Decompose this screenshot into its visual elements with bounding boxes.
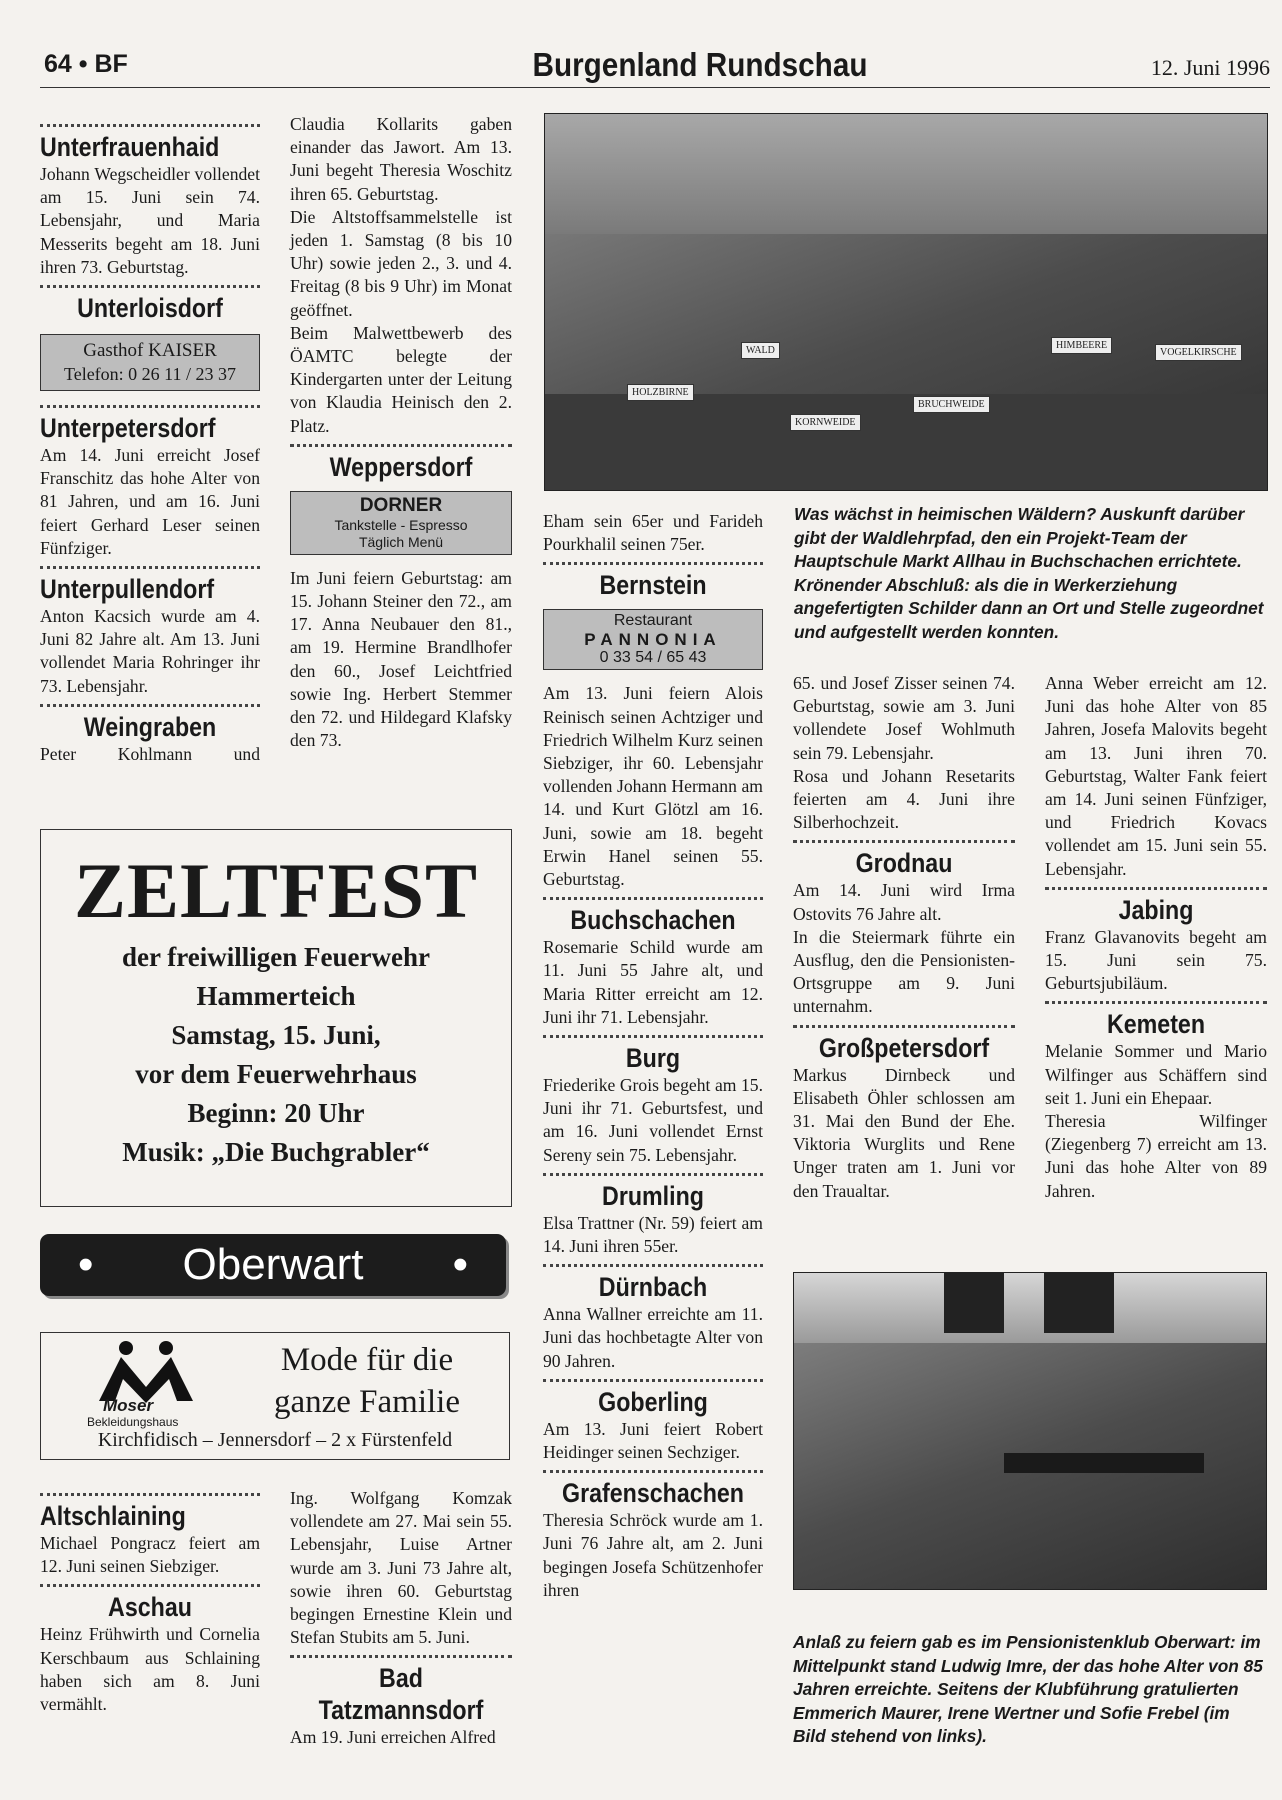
header-rule — [40, 87, 1270, 88]
photo-curtain — [1044, 1273, 1114, 1333]
article-text: Theresia Schröck wurde am 1. Juni 76 Jahre alt, am 2. Juni begingen Josefa Schützenhofer ihren — [543, 1510, 763, 1600]
article-text: Johann Wegscheidler vollendet am 15. Juni sein 74. Lebensjahr, und Maria Messerits begeht am 18. Juni ihren 73. Geburtstag. — [40, 164, 260, 277]
town-heading: Unterloisdorf — [77, 293, 223, 324]
article-text: Michael Pongracz feiert am 12. Juni seinen Siebziger. — [40, 1533, 260, 1577]
town-heading: Unterpullendorf — [40, 574, 215, 605]
article-text: Am 14. Juni wird Irma Ostovits 76 Jahre alt. — [793, 880, 1015, 924]
article-text: Markus Dirnbeck und Elisabeth Öhler schlossen am 31. Mai den Bund der Ehe. Viktoria Wurglits und Rene Unger traten am 1. Juni vor den Traualtar. — [793, 1064, 1015, 1201]
bullet-icon: • — [452, 1240, 468, 1289]
divider — [40, 1584, 260, 1587]
divider — [1045, 887, 1267, 890]
divider — [40, 124, 260, 127]
moser-logo-text: Moser — [103, 1396, 154, 1415]
issue-date: 12. Juni 1996 — [1150, 55, 1270, 80]
article-text: Friederike Grois begeht am 15. Juni ihr 71. Geburtsfest, und am 16. Juni vollendet Ernst Sereny sein 75. Lebensjahr. — [543, 1075, 763, 1165]
divider — [543, 1035, 763, 1038]
town-heading: Burg — [625, 1043, 681, 1074]
town-heading: Drumling — [602, 1180, 704, 1211]
sign-wald: WALD — [741, 342, 780, 359]
ad-moser — [40, 1332, 510, 1460]
town-heading: Grafenschachen — [562, 1478, 744, 1509]
town-heading: Jabing — [1118, 894, 1194, 925]
article-text: Anna Weber erreicht am 12. Juni das hohe Alter von 85 Jahren, Josefa Malovits begeht am 13. Juni ihren 70. Geburtstag, Walter Fank feiert am 14. Juni seinen Fünfziger, und Friedrich Kovacs vollendet am 15. Juni sein 55. Lebensjahr. — [1045, 673, 1267, 879]
divider — [543, 1264, 763, 1267]
article-text: Anton Kacsich wurde am 4. Juni 82 Jahre alt. Am 13. Juni vollendet Maria Rohringer ihr 73. Lebensjahr. — [40, 606, 260, 696]
divider — [543, 1379, 763, 1382]
divider — [290, 1655, 512, 1658]
moser-subtitle: Bekleidungshaus — [87, 1415, 179, 1429]
divider — [1045, 1001, 1267, 1004]
divider — [543, 1173, 763, 1176]
section-banner-oberwart: • Oberwart • — [40, 1234, 506, 1296]
town-heading: Bernstein — [599, 570, 707, 601]
article-text: Heinz Frühwirth und Cornelia Kerschbaum aus Schlaining haben sich am 8. Juni vermählt. — [40, 1624, 260, 1715]
article-text: Franz Glavanovits begeht am 15. Juni sein 75. Geburtsjubiläum. — [1045, 926, 1267, 994]
photo-caption: Was wächst in heimischen Wäldern? Auskunft darüber gibt der Waldlehrpfad, den ein Projekt-Team der Hauptschule Markt Allhau in Buchschachen errichtete. Krönender Abschluß: als die in Werkerziehung angefertigten Schilder dann an Ort und Stelle zugeordnet und aufgestellt werden konnten. — [794, 504, 1264, 642]
divider — [793, 1025, 1015, 1028]
town-heading: Bad Tatzmannsdorf — [318, 1663, 484, 1726]
article-text: Im Juni feiern Geburtstag: am 15. Johann Steiner den 72., am 17. Anna Neubauer den 81., am 19. Hermine Brandlhofer den 60., Josef Leichtfried sowie Ing. Herbert Stemmer den 72. und Hildegard Klafsky den 73. — [290, 567, 512, 751]
article-text: Claudia Kollarits gaben einander das Jawort. Am 13. Juni begeht Theresia Woschitz ihren 65. Geburtstag. — [290, 114, 512, 204]
column-5 — [1045, 672, 1267, 1203]
photo-curtain — [944, 1273, 1004, 1333]
divider — [290, 444, 512, 447]
town-heading: Goberling — [598, 1386, 708, 1417]
town-heading: Grodnau — [855, 848, 953, 879]
sign-himbeere: HIMBEERE — [1051, 337, 1112, 354]
divider — [40, 285, 260, 288]
ad-dorner: DORNER Tankstelle - Espresso Täglich Menü — [290, 491, 512, 555]
divider — [543, 897, 763, 900]
article-text: Melanie Sommer und Mario Wilfinger aus Schäffern sind seit 1. Juni ein Ehepaar. — [1045, 1041, 1267, 1108]
town-heading: Dürnbach — [598, 1272, 708, 1303]
town-heading: Weingraben — [83, 711, 217, 742]
article-text: Elsa Trattner (Nr. 59) feiert am 14. Juni ihren 55er. — [543, 1212, 763, 1257]
column-3 — [543, 510, 763, 1602]
column-4 — [793, 672, 1015, 1203]
section-label: BF — [94, 50, 128, 78]
moser-locations: Kirchfidisch – Jennersdorf – 2 x Fürstenfeld — [97, 1429, 453, 1451]
bullet-icon: • — [78, 1240, 94, 1289]
divider — [40, 566, 260, 569]
sign-bruchweide: BRUCHWEIDE — [913, 396, 990, 413]
article-text: Am 13. Juni feiert Robert Heidinger seinen Sechziger. — [543, 1418, 763, 1463]
column-2 — [290, 113, 512, 752]
divider — [40, 405, 260, 408]
article-text: Am 14. Juni erreicht Josef Franschitz das hohe Alter von 81 Jahren, und am 16. Juni feiert Gerhard Leser seinen Fünfziger. — [40, 445, 260, 558]
article-text: 65. und Josef Zisser seinen 74. Geburtstag, sowie am 3. Juni vollendete Josef Wohlmuth sein 79. Lebensjahr. — [793, 673, 1015, 763]
sign-kornweide: KORNWEIDE — [790, 414, 861, 431]
article-text: Eham sein 65er und Farideh Pourkhalil seinen 75er. — [543, 511, 763, 555]
photo-background — [545, 114, 1267, 234]
photo-pensionistenklub — [793, 1272, 1267, 1590]
zeltfest-title: ZELTFEST — [73, 847, 479, 934]
town-heading: Unterfrauenhaid — [40, 132, 220, 162]
photo-wall — [794, 1273, 1266, 1343]
town-heading: Buchschachen — [570, 905, 736, 936]
article-text: Peter Kohlmann und — [40, 743, 260, 764]
photo-ground — [545, 394, 1267, 490]
photo-table — [1004, 1453, 1204, 1473]
article-text: Beim Malwettbewerb des ÖAMTC belegte der Kindergarten unter der Leitung von Klaudia Heinisch den 2. Platz. — [290, 322, 512, 436]
newspaper-title: Burgenland Rundschau — [532, 46, 868, 83]
article-text: Die Altstoffsammelstelle ist jeden 1. Samstag (8 bis 10 Uhr) sowie jeden 2., 3. und 4. Freitag (8 bis 9 Uhr) im Monat geöffnet. — [290, 206, 512, 320]
divider — [793, 840, 1015, 843]
divider — [543, 562, 763, 565]
town-heading: Altschlaining — [40, 1501, 186, 1531]
divider — [40, 704, 260, 707]
article-text: Ing. Wolfgang Komzak vollendete am 27. Mai sein 55. Lebensjahr, Luise Artner wurde am 3. Juni 73 Jahre alt, sowie ihren 60. Geburtstag begingen Ernestine Klein und Stefan Stubits am 5. Juni. — [290, 1488, 512, 1648]
town-heading: Aschau — [108, 1592, 192, 1623]
town-heading: Großpetersdorf — [818, 1032, 990, 1063]
photo-caption: Anlaß zu feiern gab es im Pensionistenklub Oberwart: im Mittelpunkt stand Ludwig Imre, der das hohe Alter von 85 Jahren erreichte. Seitens der Klubführung gratulierten Emmerich Maurer, Irene Wertner und Sofie Frebel (im Bild stehend von links). — [793, 1632, 1263, 1746]
article-text: Rosemarie Schild wurde am 11. Juni 55 Jahre alt, und Maria Ritter erreicht am 12. Juni ihr 71. Lebensjahr. — [543, 937, 763, 1027]
article-text: Anna Wallner erreichte am 11. Juni das hochbetagte Alter von 90 Jahren. — [543, 1304, 763, 1371]
town-heading: Weppersdorf — [329, 451, 473, 482]
sign-holzbirne: HOLZBIRNE — [627, 384, 694, 401]
sign-vogelkirsche: VOGELKIRSCHE — [1155, 344, 1242, 361]
town-heading: Kemeten — [1106, 1009, 1206, 1040]
divider — [543, 1470, 763, 1473]
photo-waldlehrpfad — [544, 113, 1268, 491]
moser-slogan: Mode für die ganze Familie — [273, 1342, 460, 1420]
divider — [40, 1493, 260, 1496]
article-text: Rosa und Johann Resetarits feierten am 4. Juni ihre Silberhochzeit. — [793, 765, 1015, 833]
town-heading: Unterpetersdorf — [40, 413, 216, 444]
article-text: Am 13. Juni feiern Alois Reinisch seinen Achtziger und Friedrich Wilhelm Kurz seinen Siebziger, ihr 60. Lebensjahr vollenden Johann Hermann am 14. und Kurt Glötzl am 16. Juni, sowie am 18. begeht Erwin Hanel seinen 55. Geburtstag. — [543, 683, 763, 890]
column-2-bottom — [290, 1487, 512, 1750]
article-text: Theresia Wilfinger (Ziegenberg 7) erreicht am 13. Juni das hohe Alter von 89 Jahren. — [1045, 1111, 1267, 1201]
ad-gasthof-kaiser: Gasthof KAISER Telefon: 0 26 11 / 23 37 — [40, 334, 260, 391]
article-text: Am 19. Juni erreichen Alfred — [290, 1727, 496, 1748]
column-1-bottom — [40, 1487, 260, 1716]
column-1 — [40, 118, 260, 766]
moser-logo-icon — [91, 1339, 201, 1403]
article-text: In die Steiermark führte ein Ausflug, den die Pensionisten-Ortsgruppe am 9. Juni unternahm. — [793, 926, 1015, 1017]
page-number: 64 • BF — [44, 50, 128, 78]
ad-pannonia: Restaurant PANNONIA 0 33 54 / 65 43 — [543, 609, 763, 670]
ad-zeltfest: ZELTFEST der freiwilligen Feuerwehr Hammerteich Samstag, 15. Juni, vor dem Feuerwehrhaus Beginn: 20 Uhr Musik: „Die Buchgrabler“ — [40, 829, 512, 1207]
